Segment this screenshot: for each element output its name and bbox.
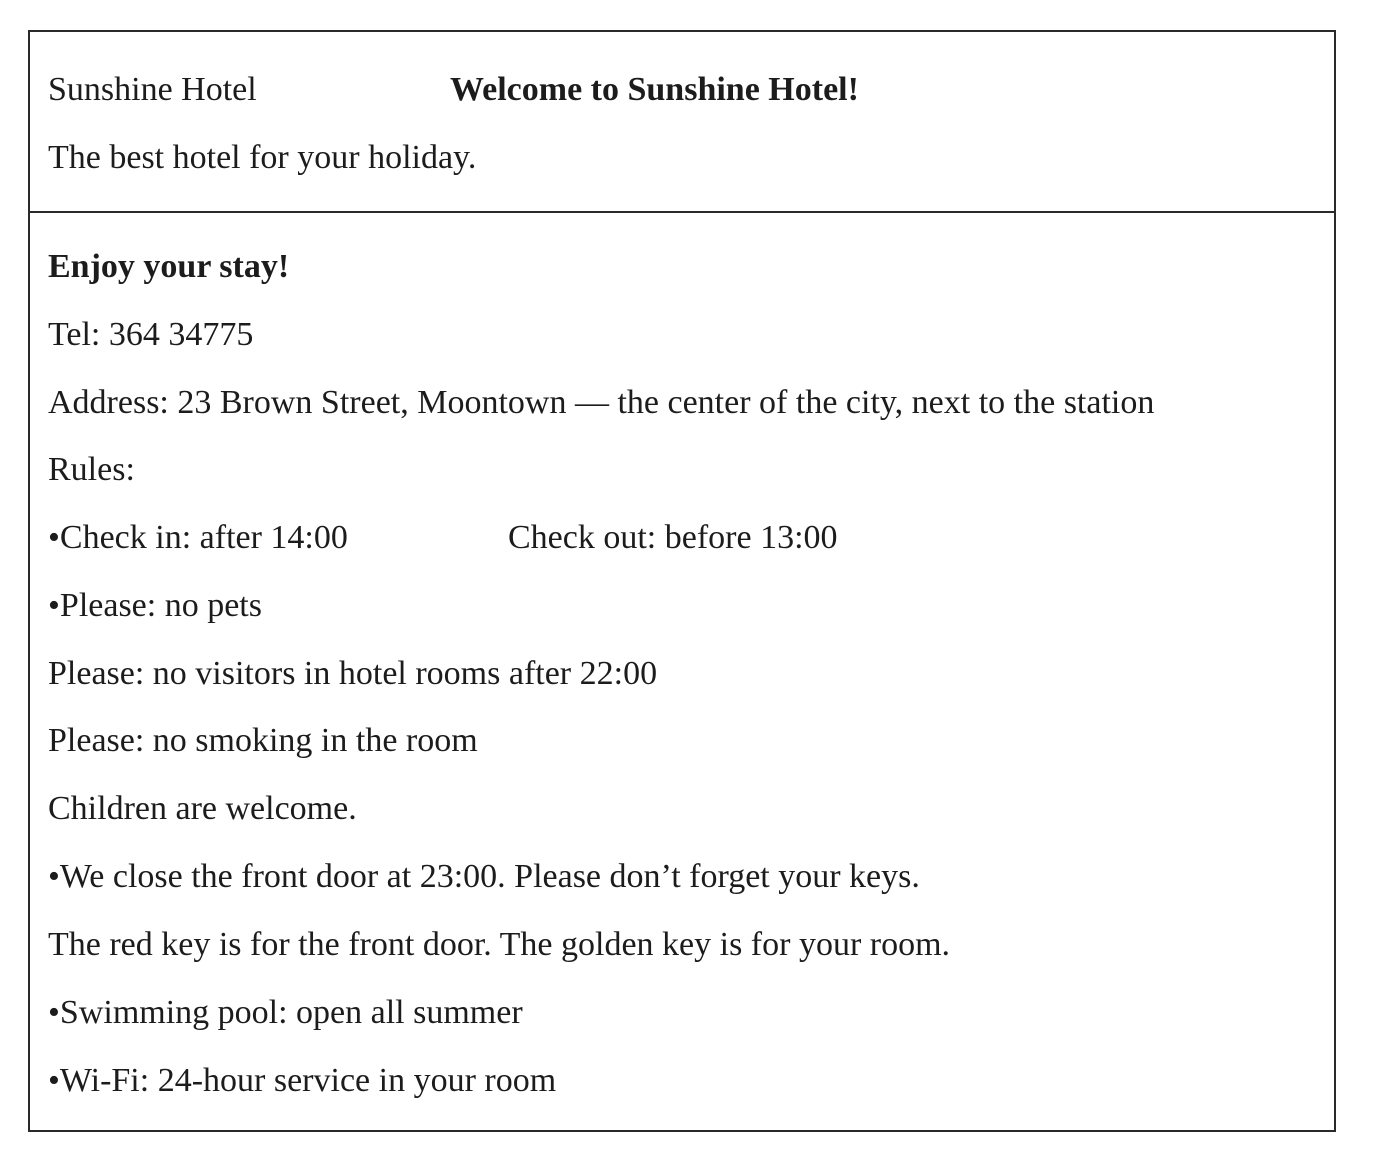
no-visitors-rule: Please: no visitors in hotel rooms after 22:00: [48, 655, 658, 692]
no-pets-rule: •Please: no pets: [48, 587, 262, 624]
welcome-title: Welcome to Sunshine Hotel!: [450, 71, 859, 108]
notice-header: [30, 32, 1334, 213]
pool-info: •Swimming pool: open all summer: [48, 994, 523, 1031]
front-door-rule: •We close the front door at 23:00. Please don’t forget your keys.: [48, 858, 920, 895]
rules-label: Rules:: [48, 451, 135, 488]
children-note: Children are welcome.: [48, 790, 357, 827]
hotel-name: Sunshine Hotel: [48, 71, 257, 108]
stay-heading: Enjoy your stay!: [48, 248, 290, 285]
check-times-row: [48, 518, 948, 558]
keys-note: The red key is for the front door. The golden key is for your room.: [48, 926, 951, 963]
wifi-info: •Wi-Fi: 24-hour service in your room: [48, 1062, 557, 1099]
check-out-rule: Check out: before 13:00: [508, 519, 838, 556]
no-smoking-rule: Please: no smoking in the room: [48, 722, 478, 759]
check-in-rule: •Check in: after 14:00: [48, 519, 348, 556]
telephone: Tel: 364 34775: [48, 316, 254, 353]
hotel-notice: [28, 30, 1336, 1132]
hotel-slogan: The best hotel for your holiday.: [48, 139, 477, 176]
address: Address: 23 Brown Street, Moontown — the center of the city, next to the station: [48, 384, 1155, 421]
